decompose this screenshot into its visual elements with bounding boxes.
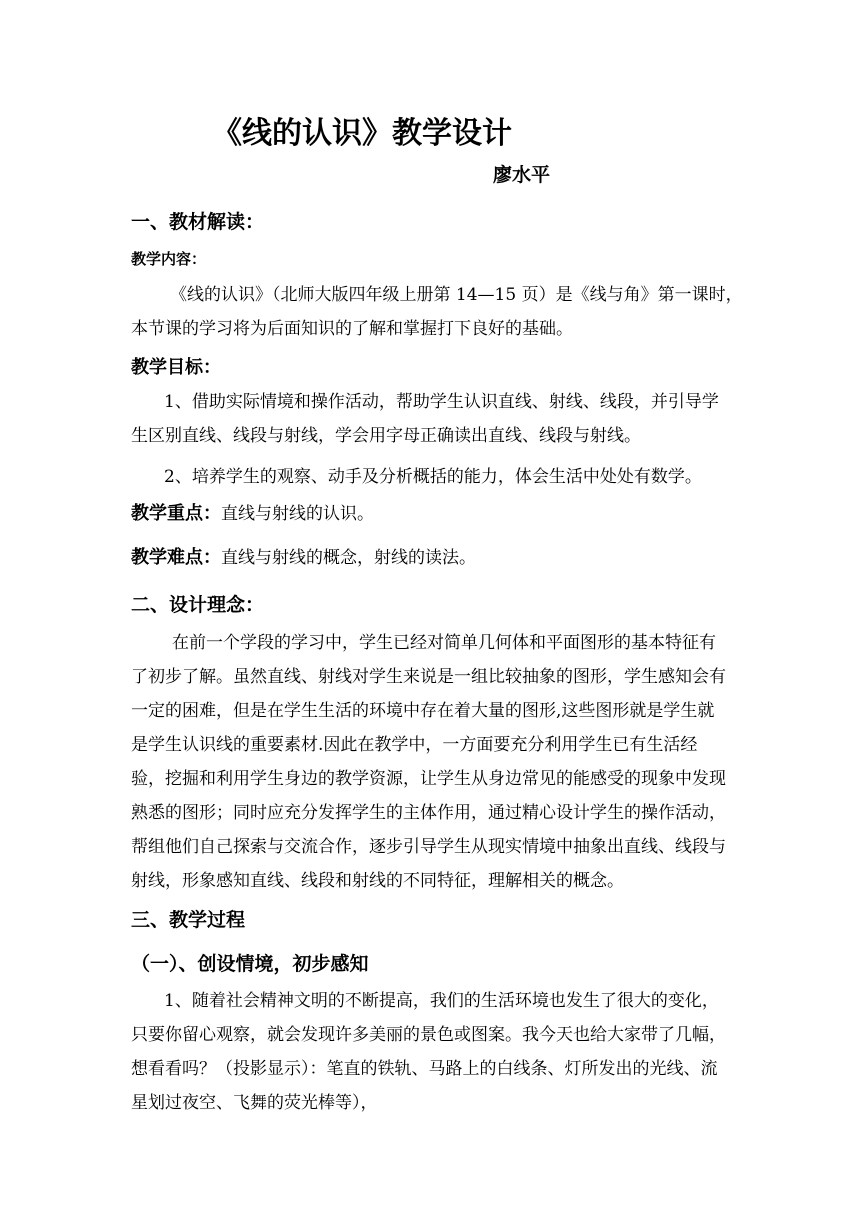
goal-line: 1、借助实际情境和操作活动，帮助学生认识直线、射线、线段，并引导学 [164, 392, 719, 412]
difficulty-point [131, 543, 476, 569]
paragraph-line: 是学生认识线的重要素材.因此在教学中，一方面要充分利用学生已有生活经 [131, 735, 698, 755]
paragraph-line: 验，挖掘和利用学生身边的教学资源，让学生从身边常见的能感受的现象中发现 [131, 769, 726, 789]
paragraph-line: 在前一个学段的学习中，学生已经对简单几何体和平面图形的基本特征有 [172, 633, 716, 653]
process-line: 想看看吗？（投影显示）：笔直的铁轨、马路上的白线条、灯所发出的光线、流 [131, 1059, 718, 1079]
process-line: 只要你留心观察，就会发现许多美丽的景色或图案。我今天也给大家带了几幅， [131, 1025, 726, 1045]
key-point [131, 499, 374, 525]
key-text: 直线与射线的认识。 [221, 504, 374, 524]
content-label: 教学内容： [131, 250, 207, 268]
paragraph-line: 一定的困难，但是在学生生活的环境中存在着大量的图形,这些图形就是学生就 [131, 701, 715, 721]
section-heading-1: 一、教材解读： [131, 211, 265, 233]
section-heading-2: 二、设计理念： [131, 594, 265, 616]
goal-line: 生区别直线、线段与射线，学会用字母正确读出直线、线段与射线。 [131, 426, 641, 446]
document-title: 《线的认识》教学设计 [212, 116, 512, 151]
content-line: 本节课的学习将为后面知识的了解和掌握打下良好的基础。 [131, 319, 573, 339]
key-label: 教学重点： [131, 503, 221, 524]
paragraph-line: 帮组他们自己探索与交流合作，逐步引导学生从现实情境中抽象出直线、线段与 [131, 837, 726, 857]
goal-line: 2、培养学生的观察、动手及分析概括的能力，体会生活中处处有数学。 [164, 467, 702, 487]
section-heading-3: 三、教学过程 [131, 909, 246, 931]
author-name: 廖水平 [493, 164, 551, 186]
paragraph-line: 了初步了解。虽然直线、射线对学生来说是一组比较抽象的图形，学生感知会有 [131, 667, 726, 687]
paragraph-line: 熟悉的图形；同时应充分发挥学生的主体作用，通过精心设计学生的操作活动， [131, 803, 726, 823]
paragraph-line: 射线，形象感知直线、线段和射线的不同特征，理解相关的概念。 [131, 871, 624, 891]
content-line: 《线的认识》（北师大版四年级上册第 14—15 页）是《线与角》第一课时， [170, 285, 743, 305]
sub-heading: （一）、创设情境，初步感知 [131, 953, 369, 975]
process-line: 1、随着社会精神文明的不断提高，我们的生活环境也发生了很大的变化， [164, 991, 719, 1011]
difficulty-text: 直线与射线的概念，射线的读法。 [221, 548, 476, 568]
process-line: 星划过夜空、飞舞的荧光棒等）， [131, 1093, 378, 1113]
goals-label: 教学目标： [131, 357, 221, 378]
difficulty-label: 教学难点： [131, 547, 221, 568]
